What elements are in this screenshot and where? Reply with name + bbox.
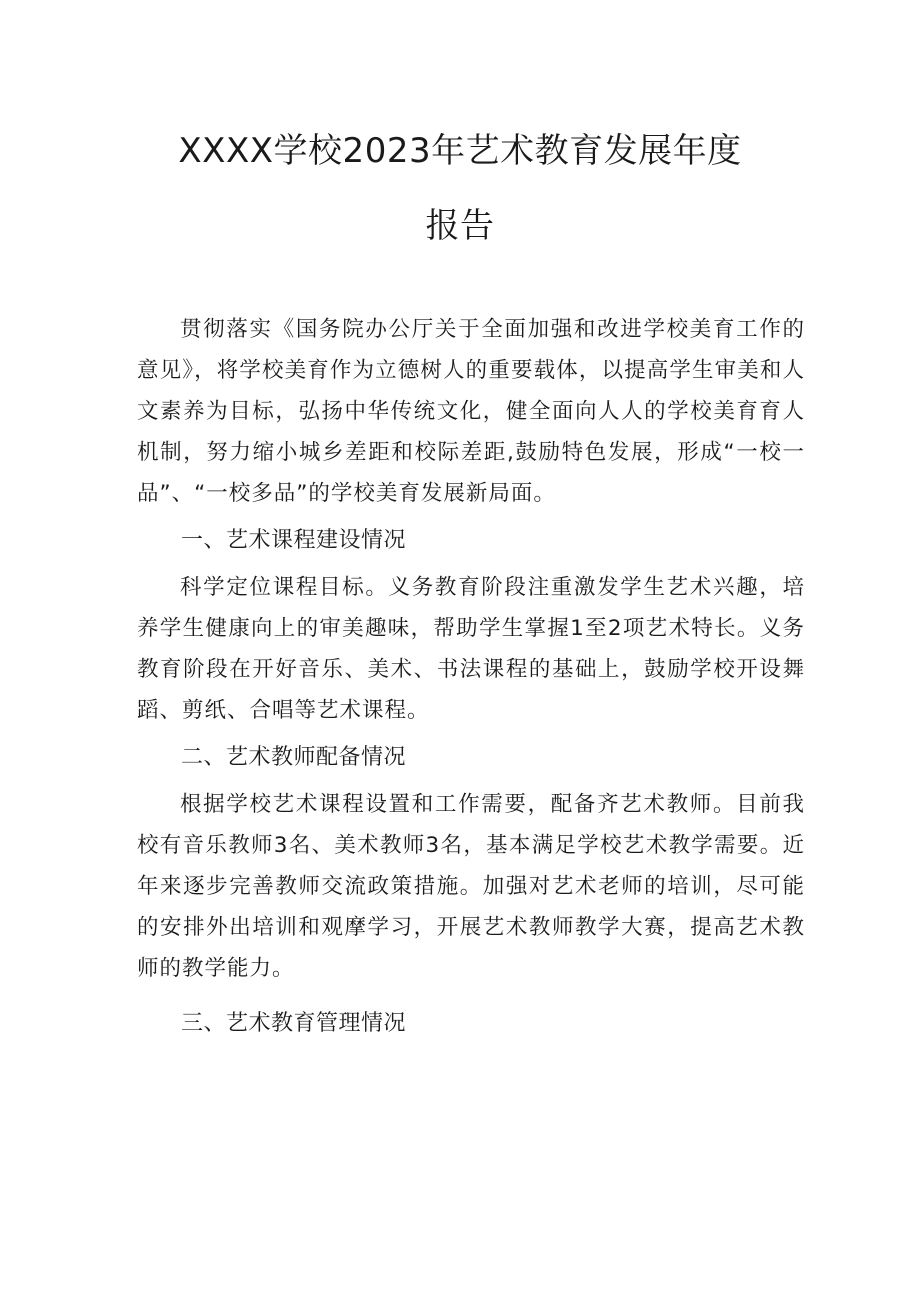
document-title-line-2: 报告 [425, 206, 495, 246]
document-title-line-1: XXXX学校2023年艺术教育发展年度 [178, 131, 742, 171]
section-1-paragraph: 科学定位课程目标。义务教育阶段注重激发学生艺术兴趣，培养学生健康向上的审美趣味，帮助学生掌握1至2项艺术特长。义务教育阶段在开好音乐、美术、书法课程的基础上，鼓励学校开设舞蹈、剪纸、合唱等艺术课程。 [137, 575, 805, 723]
section-3-heading: 三、艺术教育管理情况 [181, 1011, 407, 1036]
section-1-heading: 一、艺术课程建设情况 [181, 528, 407, 553]
intro-paragraph: 贯彻落实《国务院办公厅关于全面加强和改进学校美育工作的意见》，将学校美育作为立德树人的重要载体，以提高学生审美和人文素养为目标，弘扬中华传统文化，健全面向人人的学校美育育人机制，努力缩小城乡差距和校际差距,鼓励特色发展，形成“一校一品”、“一校多品”的学校美育发展新局面。 [137, 317, 805, 506]
document-body [137, 309, 805, 1044]
section-2-paragraph: 根据学校艺术课程设置和工作需要，配备齐艺术教师。目前我校有音乐教师3名、美术教师3名，基本满足学校艺术教学需要。近年来逐步完善教师交流政策措施。加强对艺术老师的培训，尽可能的安排外出培训和观摩学习，开展艺术教师教学大赛，提高艺术教师的教学能力。 [137, 792, 805, 981]
section-2-heading: 二、艺术教师配备情况 [181, 745, 407, 770]
